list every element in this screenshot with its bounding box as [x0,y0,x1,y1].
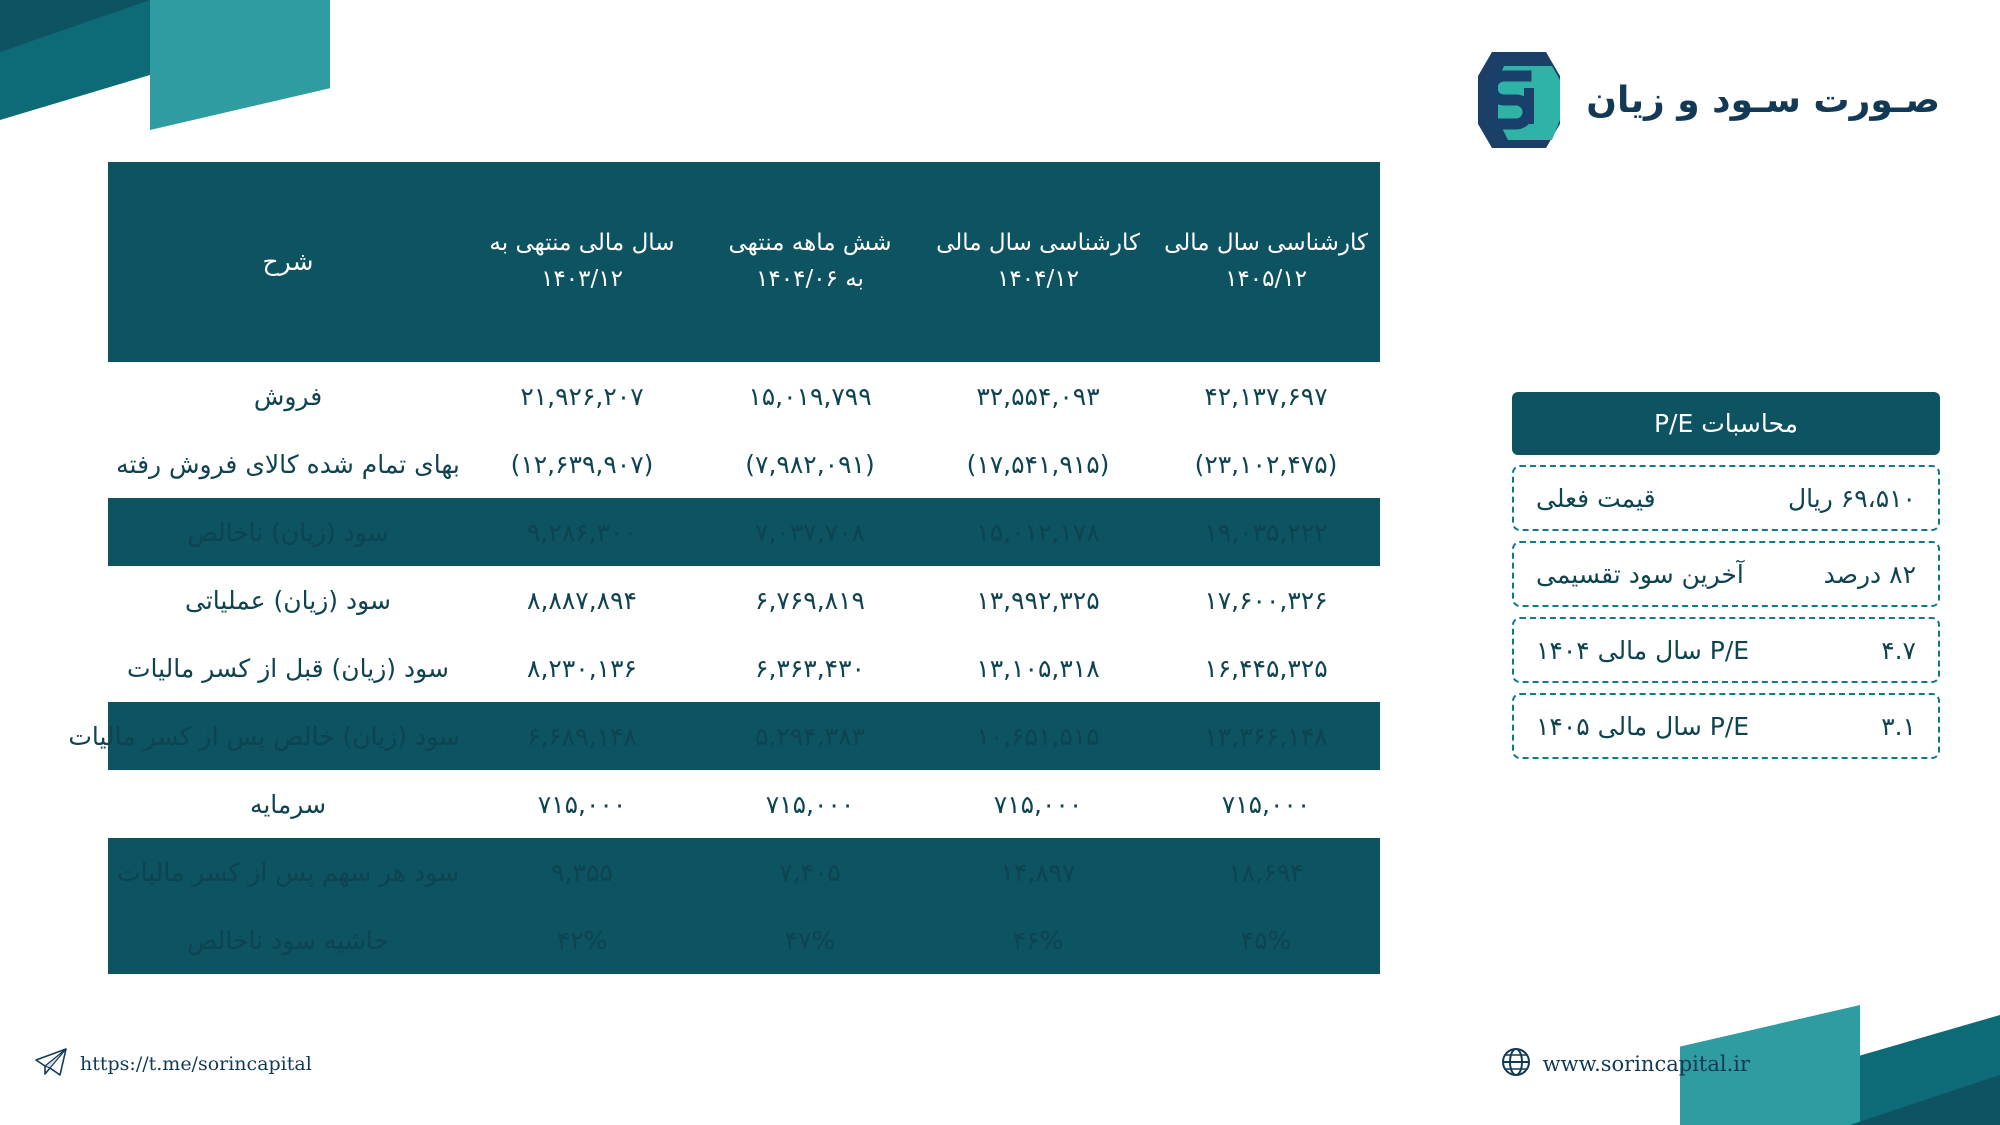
cell-year-1403: ۶,۶۸۹,۱۴۸ [468,702,696,770]
column-header-estimate-1404 [924,162,1152,362]
column-header-line1: کارشناسی سال مالی [936,230,1140,257]
table-row [108,838,1380,906]
cell-description: سود (زیان) عملیاتی [108,566,468,634]
pe-calculations-card [1512,392,1940,759]
cell-description: سود (زیان) خالص پس از کسر مالیات [108,702,468,770]
cell-year-1403: ۸,۸۸۷,۸۹۴ [468,566,696,634]
pe-row-label: آخرین سود تقسیمی [1536,559,1744,589]
page-header [1464,48,1940,152]
column-header-line2: ۱۴۰۴/۱۲ [997,266,1079,292]
table-body [68,362,1380,974]
cell-description: سود (زیان) قبل از کسر مالیات [108,634,468,702]
telegram-icon [34,1047,68,1081]
column-header-description [108,162,468,362]
cell-estimate-1405: ۱۷,۶۰۰,۳۲۶ [1152,566,1380,634]
table-row [108,498,1380,566]
cell-estimate-1405: ۱۶,۴۴۵,۳۲۵ [1152,634,1380,702]
cell-description: بهای تمام شده کالای فروش رفته [108,430,468,498]
pe-row-label: P/E سال مالی ۱۴۰۴ [1536,635,1750,665]
cell-estimate-1404: ۷۱۵,۰۰۰ [924,770,1152,838]
cell-half-1404: ۶,۷۶۹,۸۱۹ [696,566,924,634]
table-row [108,702,1380,770]
column-header-line2: به ۱۴۰۴/۰۶ [756,266,864,292]
table-header-row [108,162,1380,362]
column-header-estimate-1405 [1152,162,1380,362]
table-row [108,566,1380,634]
cell-estimate-1404: ۱۰,۶۵۱,۵۱۵ [924,702,1152,770]
column-header-line1: شرح [262,246,314,276]
website-link[interactable] [1501,1047,1750,1081]
pe-row-last-dividend [1512,541,1940,607]
pe-row-value: ۶۹،۵۱۰ ریال [1788,483,1916,513]
cell-estimate-1404: ۱۵,۰۱۲,۱۷۸ [924,498,1152,566]
cell-year-1403: ۲۱,۹۲۶,۲۰۷ [468,362,696,430]
cell-estimate-1405: ۱۸,۶۹۴ [1152,838,1380,906]
cell-year-1403: (۱۲,۶۳۹,۹۰۷) [468,430,696,498]
cell-estimate-1405: (۲۳,۱۰۲,۴۷۵) [1152,430,1380,498]
sorin-capital-logo [1464,48,1560,152]
pe-row-value: ۸۲ درصد [1823,559,1916,589]
telegram-link[interactable] [34,1047,312,1081]
cell-half-1404: ۴۷% [696,906,924,974]
cell-year-1403: ۹,۳۵۵ [468,838,696,906]
cell-half-1404: ۶,۳۶۳,۴۳۰ [696,634,924,702]
cell-half-1404: ۷۱۵,۰۰۰ [696,770,924,838]
ribbon-top-teal-2 [150,0,710,130]
cell-estimate-1405: ۴۲,۱۳۷,۶۹۷ [1152,362,1380,430]
cell-estimate-1404: ۴۶% [924,906,1152,974]
cell-half-1404: ۷,۰۳۷,۷۰۸ [696,498,924,566]
cell-description: سود (زیان) ناخالص [108,498,468,566]
table-row [108,362,1380,430]
cell-estimate-1404: (۱۷,۵۴۱,۹۱۵) [924,430,1152,498]
table-row [108,430,1380,498]
cell-description: سود هر سهم پس از کسر مالیات [108,838,468,906]
cell-half-1404: (۷,۹۸۲,۰۹۱) [696,430,924,498]
cell-estimate-1405: ۴۵% [1152,906,1380,974]
table-row [108,906,1380,974]
ribbon-top-dark [0,0,150,52]
column-header-line2: ۱۴۰۳/۱۲ [541,266,623,292]
telegram-url: https://t.me/sorincapital [80,1053,312,1075]
column-header-half-1404 [696,162,924,362]
website-url: www.sorincapital.ir [1542,1052,1750,1076]
pe-row-label: قیمت فعلی [1536,483,1656,513]
cell-description: فروش [108,362,468,430]
cell-half-1404: ۵,۲۹۴,۳۸۳ [696,702,924,770]
cell-year-1403: ۴۲% [468,906,696,974]
column-header-line2: ۱۴۰۵/۱۲ [1225,266,1307,292]
page-title: صـورت سـود و زیان [1586,79,1940,121]
cell-half-1404: ۷,۴۰۵ [696,838,924,906]
column-header-line1: سال مالی منتهی به [489,230,675,257]
pe-row-pe-1405 [1512,693,1940,759]
cell-half-1404: ۱۵,۰۱۹,۷۹۹ [696,362,924,430]
pe-row-current-price [1512,465,1940,531]
globe-icon [1501,1047,1531,1081]
cell-estimate-1405: ۱۹,۰۳۵,۲۲۲ [1152,498,1380,566]
column-header-line1: شش ماهه منتهی [728,230,892,257]
pe-row-value: ۳.۱ [1881,711,1916,741]
column-header-line1: کارشناسی سال مالی [1164,230,1368,257]
pe-row-label: P/E سال مالی ۱۴۰۵ [1536,711,1750,741]
cell-estimate-1404: ۱۳,۹۹۲,۳۲۵ [924,566,1152,634]
cell-year-1403: ۹,۲۸۶,۳۰۰ [468,498,696,566]
table-row [108,770,1380,838]
ribbon-top-teal-1 [0,0,400,120]
ribbon-bottom-dark [1850,1075,2000,1125]
cell-year-1403: ۸,۲۳۰,۱۳۶ [468,634,696,702]
pe-row-value: ۴.۷ [1881,635,1916,665]
income-statement-table [68,162,1380,974]
pe-row-pe-1404 [1512,617,1940,683]
cell-estimate-1404: ۱۳,۱۰۵,۳۱۸ [924,634,1152,702]
cell-description: حاشیه سود ناخالص [108,906,468,974]
cell-estimate-1404: ۳۲,۵۵۴,۰۹۳ [924,362,1152,430]
cell-estimate-1405: ۱۳,۳۶۶,۱۴۸ [1152,702,1380,770]
cell-description: سرمایه [108,770,468,838]
ribbon-top-white [330,0,850,120]
pe-card-title: محاسبات P/E [1512,392,1940,455]
table-row [108,634,1380,702]
column-header-year-1403 [468,162,696,362]
cell-estimate-1405: ۷۱۵,۰۰۰ [1152,770,1380,838]
cell-estimate-1404: ۱۴,۸۹۷ [924,838,1152,906]
cell-year-1403: ۷۱۵,۰۰۰ [468,770,696,838]
